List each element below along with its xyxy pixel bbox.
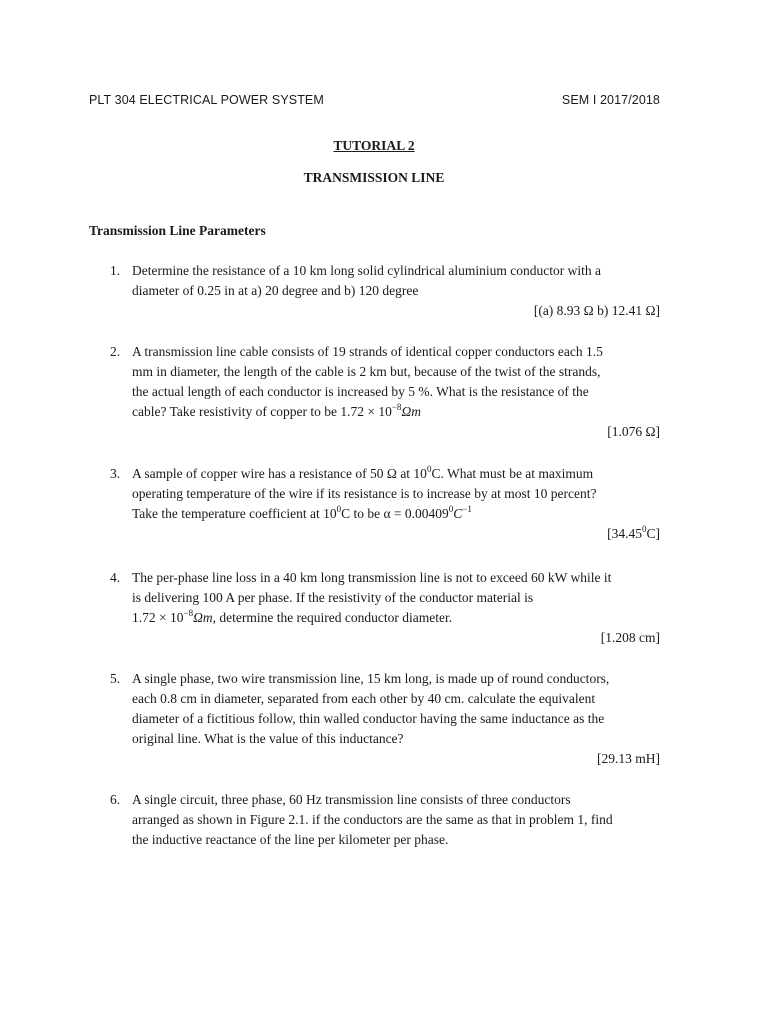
answer: [(a) 8.93 Ω b) 12.41 Ω] — [533, 303, 660, 318]
question-6 — [110, 790, 660, 850]
degree-superscript: 0 — [448, 504, 454, 514]
question-3 — [110, 464, 660, 544]
question-line: the inductive reactance of the line per kilometer per phase. — [132, 832, 449, 847]
question-line — [132, 464, 660, 484]
question-4 — [110, 568, 660, 648]
formula-value: α = 0.00409 — [383, 506, 449, 521]
formula-exponent: −8 — [391, 402, 402, 412]
question-line: each 0.8 cm in diameter, separated from each other by 40 cm. calculate the equivalent — [132, 691, 596, 706]
formula-exponent: −8 — [183, 608, 194, 618]
question-line: the actual length of each conductor is increased by 5 %. What is the resistance of the — [132, 384, 589, 399]
resistivity-formula — [340, 404, 421, 419]
answer: [1.076 Ω] — [607, 424, 660, 439]
question-line: arranged as shown in Figure 2.1. if the conductors are the same as that in problem 1, find — [132, 812, 613, 827]
question-line: A transmission line cable consists of 19 strands of identical copper conductors each 1.5 — [132, 344, 603, 359]
answer-value: [34.45 — [607, 526, 642, 541]
question-line — [132, 504, 660, 524]
question-line: mm in diameter, the length of the cable is 2 km but, because of the twist of the strands, — [132, 364, 601, 379]
question-number: 2. — [110, 344, 121, 359]
formula-unit: C — [453, 506, 463, 521]
answer: [29.13 mH] — [597, 751, 660, 766]
question-5 — [110, 669, 660, 769]
section-heading: Transmission Line Parameters — [89, 223, 266, 238]
question-line-text: C. What must be at maximum — [431, 466, 594, 481]
formula-coefficient: 1.72 × 10 — [340, 404, 392, 419]
question-line-text: Take the temperature coefficient at 10 — [132, 506, 337, 521]
question-number: 4. — [110, 570, 121, 585]
formula-coefficient: 1.72 × 10 — [132, 610, 184, 625]
formula-unit: Ωm — [193, 610, 213, 625]
formula-exponent: −1 — [462, 504, 472, 514]
temperature-coefficient-formula — [383, 506, 471, 521]
question-line: is delivering 100 A per phase. If the resistivity of the conductor material is — [132, 590, 534, 605]
question-line: A single circuit, three phase, 60 Hz transmission line consists of three conductors — [132, 792, 571, 807]
semester-label: SEM I 2017/2018 — [561, 93, 660, 107]
tutorial-subtitle: TRANSMISSION LINE — [303, 170, 445, 185]
question-line: A single phase, two wire transmission line, 15 km long, is made up of round conductors, — [132, 671, 610, 686]
answer: [1.208 cm] — [600, 630, 660, 645]
question-1 — [110, 261, 660, 321]
degree-superscript: 0 — [642, 524, 647, 534]
question-line: diameter of 0.25 in at a) 20 degree and b) 120 degree — [132, 283, 419, 298]
question-line-text: , determine the required conductor diameter. — [212, 610, 453, 625]
question-2 — [110, 342, 660, 442]
course-title: PLT 304 ELECTRICAL POWER SYSTEM — [89, 93, 324, 107]
degree-superscript: 0 — [336, 504, 342, 514]
question-line: The per-phase line loss in a 40 km long transmission line is not to exceed 60 kW while it — [132, 570, 612, 585]
question-line-text: A sample of copper wire has a resistance of 50 Ω at 10 — [132, 466, 427, 481]
answer-unit: C] — [646, 526, 660, 541]
question-line-text: cable? Take resistivity of copper to be — [132, 404, 337, 419]
question-line: original line. What is the value of this inductance? — [132, 731, 404, 746]
answer — [132, 524, 660, 544]
question-line-text: C to be — [341, 506, 381, 521]
question-number: 6. — [110, 792, 121, 807]
question-line: diameter of a fictitious follow, thin walled conductor having the same inductance as the — [132, 711, 605, 726]
question-number: 5. — [110, 671, 121, 686]
formula-unit: Ωm — [401, 404, 421, 419]
question-line: operating temperature of the wire if its resistance is to increase by at most 10 percent? — [132, 486, 597, 501]
resistivity-formula — [132, 610, 213, 625]
question-line — [132, 608, 660, 628]
degree-superscript: 0 — [426, 464, 432, 474]
question-line: Determine the resistance of a 10 km long solid cylindrical aluminium conductor with a — [132, 263, 601, 278]
question-number: 3. — [110, 466, 121, 481]
question-number: 1. — [110, 263, 121, 278]
tutorial-title: TUTORIAL 2 — [333, 138, 415, 153]
question-line — [132, 402, 660, 422]
